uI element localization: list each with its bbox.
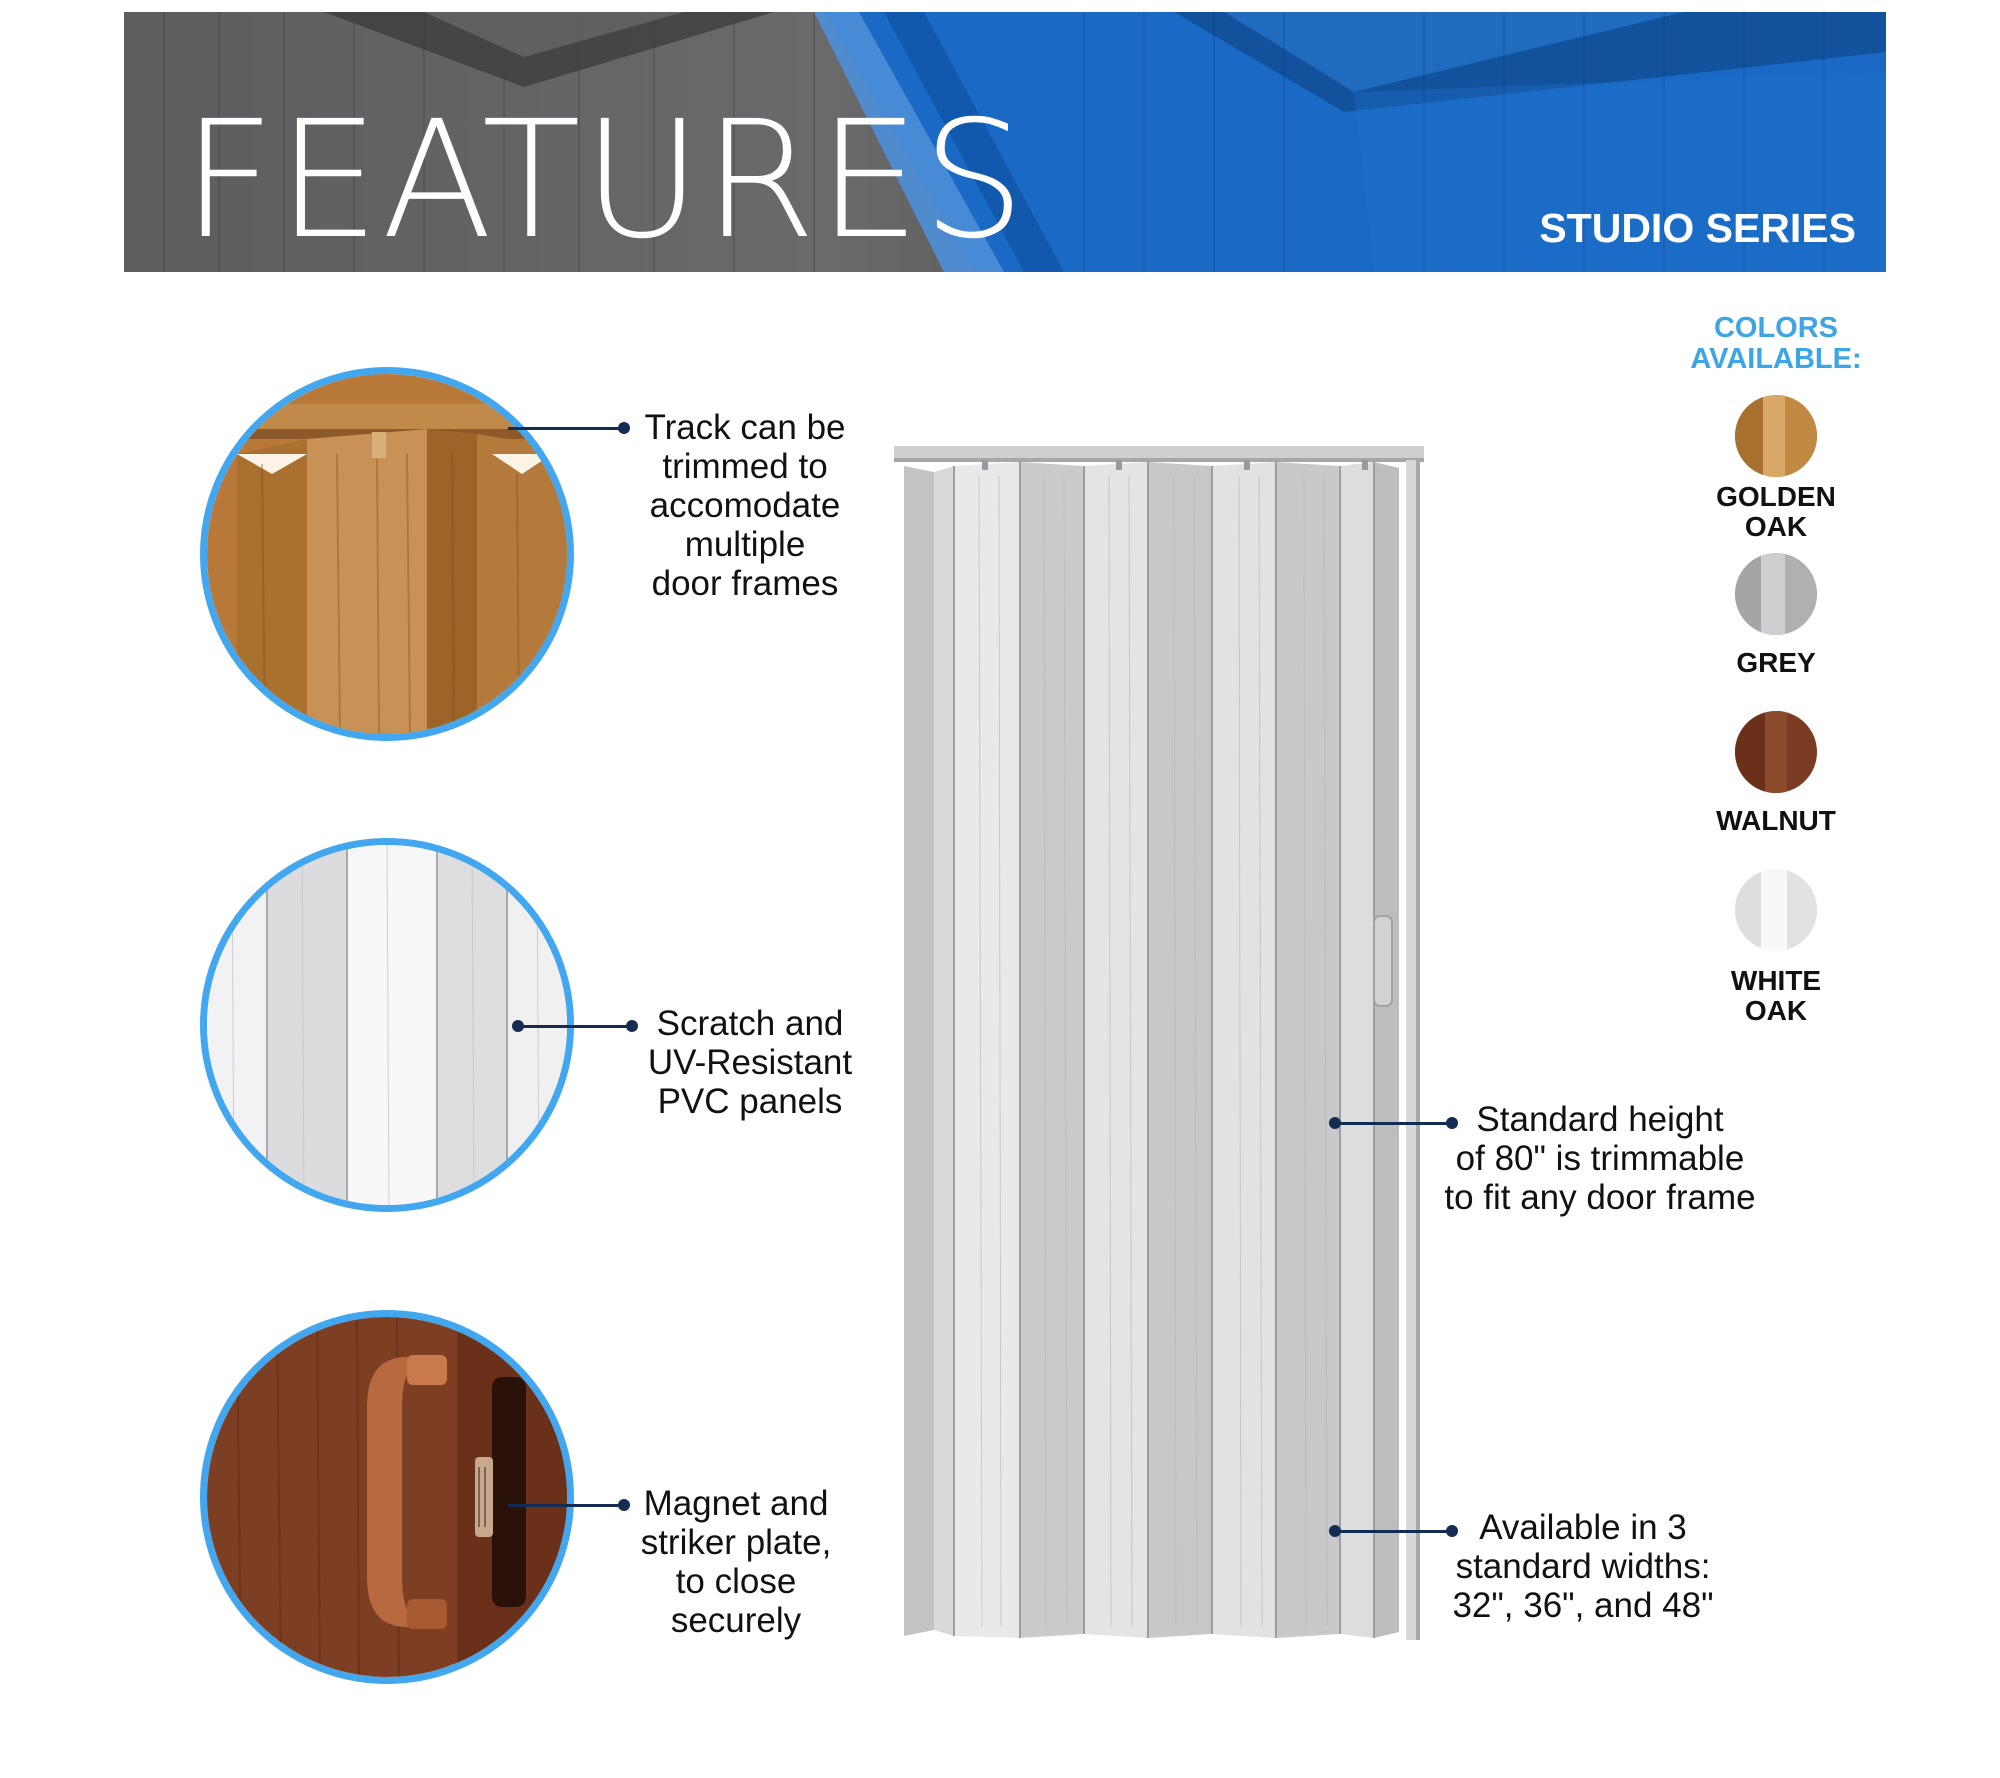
swatch-grey-label: GREY bbox=[1736, 647, 1816, 678]
swatch-white-oak[interactable] bbox=[1735, 869, 1817, 951]
swatch-walnut[interactable] bbox=[1735, 711, 1817, 793]
feature-widths-text: Available in 3 standard widths: 32", 36", and 48" bbox=[1452, 1508, 1714, 1625]
magnet-detail-image bbox=[200, 1310, 574, 1684]
feature-panels-text: Scratch and UV-Resistant PVC panels bbox=[647, 1004, 853, 1121]
folding-door-illustration bbox=[894, 446, 1424, 1646]
features-banner bbox=[124, 12, 1886, 272]
track-detail-image bbox=[200, 367, 574, 741]
feature-track-text: Track can be trimmed to accomodate multiple door frames bbox=[644, 408, 846, 603]
swatch-golden-oak[interactable] bbox=[1735, 395, 1817, 477]
magnet-callout-line bbox=[508, 1504, 624, 1507]
panel-callout-end-dot bbox=[512, 1020, 524, 1032]
swatch-grey[interactable] bbox=[1735, 553, 1817, 635]
series-name: STUDIO SERIES bbox=[1539, 205, 1856, 251]
swatch-walnut-label: WALNUT bbox=[1716, 805, 1836, 836]
track-callout-line bbox=[508, 427, 624, 430]
feature-magnet-text: Magnet and striker plate, to close securely bbox=[640, 1484, 832, 1640]
swatch-white-oak-label: WHITE OAK bbox=[1730, 965, 1822, 1026]
swatch-golden-oak-label: GOLDEN OAK bbox=[1716, 481, 1836, 542]
feature-height-text: Standard height of 80" is trimmable to fit any door frame bbox=[1444, 1100, 1756, 1217]
colors-heading: COLORS AVAILABLE: bbox=[1690, 312, 1862, 375]
page-title: FEATURES bbox=[182, 87, 1028, 272]
panel-callout-line bbox=[516, 1025, 632, 1028]
